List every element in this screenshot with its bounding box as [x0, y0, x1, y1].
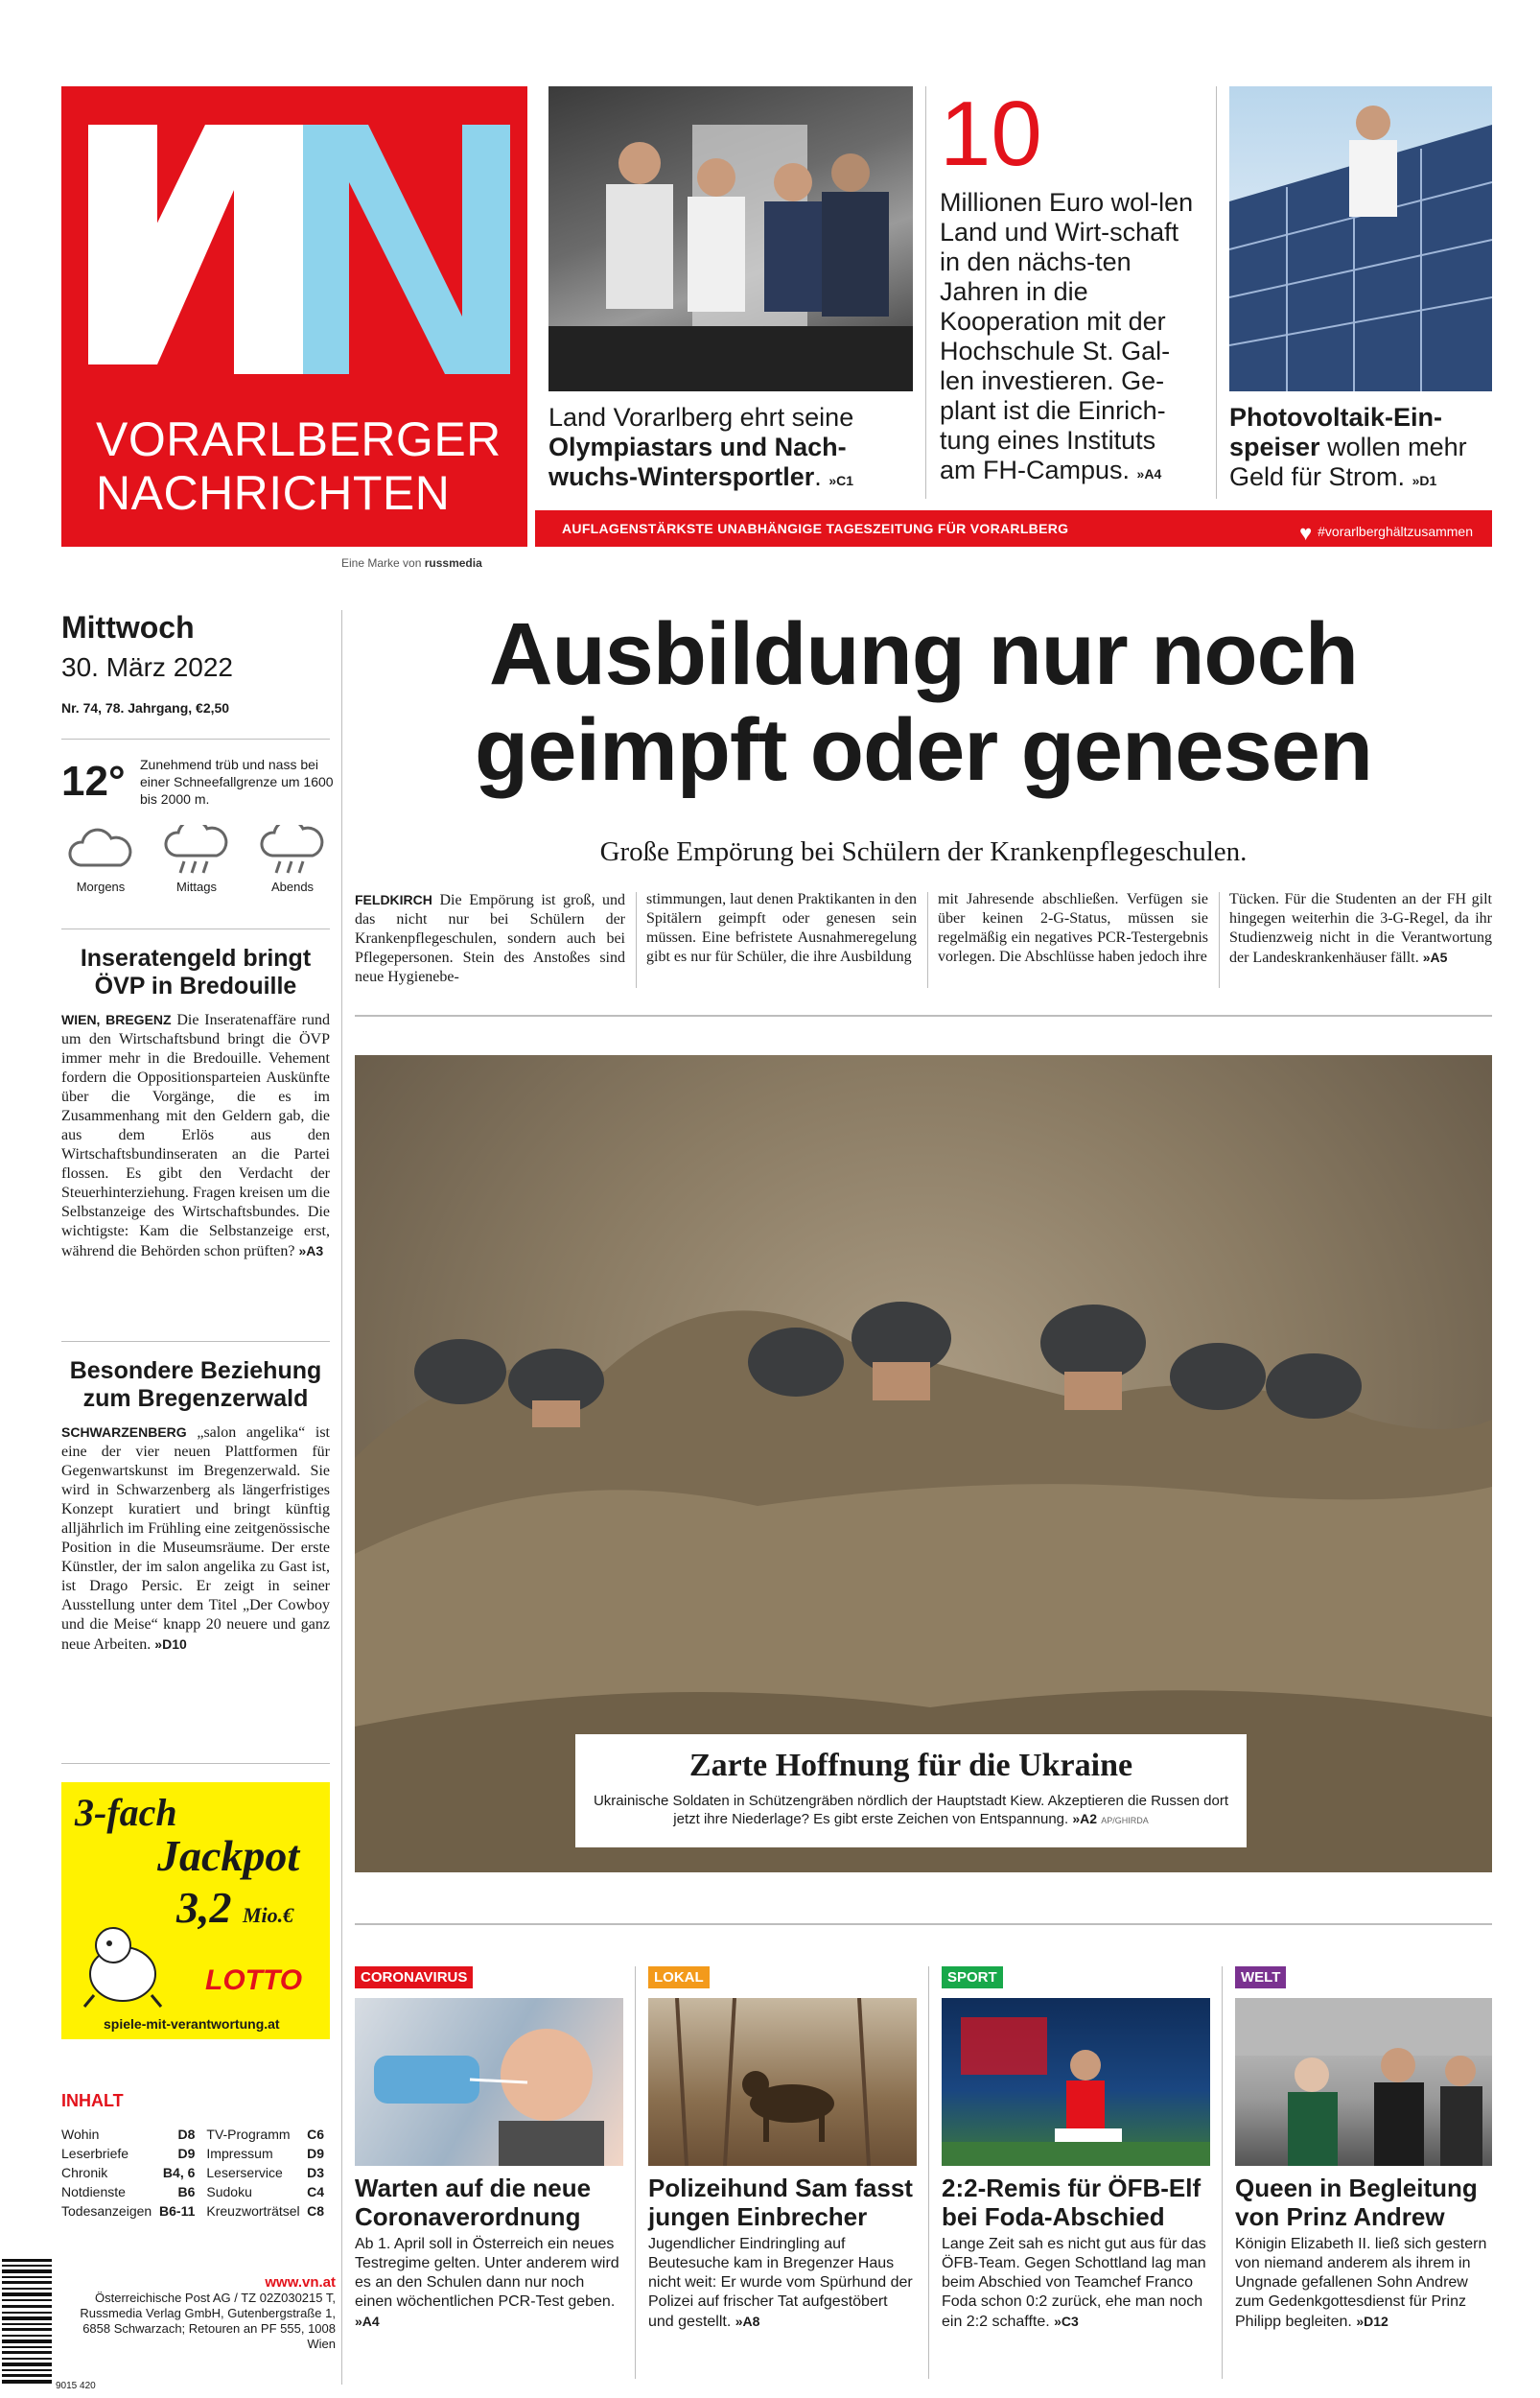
inhalt-item: Impressum — [206, 2146, 273, 2161]
main-headline[interactable] — [355, 606, 1492, 798]
inhalt-page: B4, 6 — [162, 2165, 196, 2180]
side-story-salon[interactable] — [61, 1357, 330, 1655]
main-kicker: FELDKIRCH — [355, 892, 432, 907]
bottom-body — [1235, 2235, 1492, 2332]
brand-line — [341, 556, 482, 570]
logo-line1: VORARLBERGER — [96, 412, 502, 466]
bottom-ref[interactable]: »A8 — [735, 2314, 760, 2329]
logo-line2: NACHRICHTEN — [96, 466, 451, 520]
side-story-salon-text: „salon angelika“ ist eine der vier neuen Plattformen für Gegenwartskunst im Bregenzerwald. Sie wird in Schwarzenberg als längerfristiges Konzept kuratiert und bringt künftig alljährlich im Frühling eine zeitgenössische Position in die Museumsräume. Der erste Künstler, der im salon angelika zu Gast ist, ist Drago Persic. Er zeigt in seiner Ausstellung unter dem Titel „Der Cowboy und die Meise“ knapp 20 neuere und ganz neue Arbeiten. — [61, 1424, 330, 1653]
imprint-line: 6858 Schwarzach; Retouren an PF 555, 1008 Wien — [82, 2321, 336, 2351]
weather-slot-morning — [58, 825, 144, 894]
photo-credit: AP/GHIRDA — [1101, 1816, 1149, 1825]
lotto-brand: LOTTO — [205, 1964, 303, 1996]
inhalt-page: B6 — [177, 2184, 196, 2199]
divider — [928, 1966, 929, 2379]
photo-title: Zarte Hoffnung für die Ukraine — [688, 1748, 1133, 1783]
test-swab-illustration — [355, 1998, 623, 2166]
weather-slot-evening — [249, 825, 336, 894]
main-headline-line1: Ausbildung nur noch — [489, 605, 1358, 703]
barcode-icon — [2, 2259, 52, 2384]
category-badge: CORONAVIRUS — [355, 1966, 473, 1988]
tagline-left: AUFLAGENSTÄRKSTE UNABHÄNGIGE TAGESZEITUNG FÜR VORARLBERG — [562, 521, 1069, 536]
side-story-salon-head: Besondere Beziehung zum Bregenzerwald — [69, 1357, 322, 1412]
divider — [61, 739, 330, 740]
soccer-player-illustration — [942, 1998, 1210, 2166]
inhalt-page: D9 — [177, 2146, 196, 2161]
lotto-amount: 3,2 — [176, 1883, 232, 1932]
divider — [927, 892, 928, 988]
imprint — [67, 2275, 336, 2352]
dog-illustration — [648, 1998, 917, 2166]
divider — [61, 1763, 330, 1764]
divider — [355, 1015, 1492, 1017]
vn-logo — [61, 86, 527, 547]
divider — [925, 86, 926, 499]
inhalt-item: Todesanzeigen — [61, 2203, 152, 2219]
inhalt-item: Chronik — [61, 2165, 108, 2180]
table-row — [59, 2182, 334, 2201]
divider — [355, 1923, 1492, 1925]
bottom-headline: 2:2-Remis für ÖFB-Elf bei Foda-Abschied — [942, 2174, 1202, 2231]
inhalt-item: Notdienste — [61, 2184, 126, 2199]
main-ref[interactable]: »A5 — [1422, 950, 1448, 965]
cloud-icon — [67, 825, 134, 875]
teaser-hsg-body — [940, 188, 1199, 489]
ukraine-photo[interactable] — [355, 1055, 1492, 1872]
photo-caption-text: Ukrainische Soldaten in Schützengräben nördlich der Hauptstadt Kiew. Akzeptieren die Russen dort jetzt ihre Niederlage? Es gibt erste Zeichen von Entspannung. — [593, 1793, 1229, 1827]
soccer-photo — [942, 1998, 1210, 2166]
teaser-photovoltaik-ref[interactable]: »D1 — [1412, 473, 1437, 488]
teaser-olympia-bold: Olympiastars und Nach-wuchs-Wintersportler — [548, 433, 847, 491]
corona-photo — [355, 1998, 623, 2166]
teaser-photovoltaik[interactable] — [1229, 403, 1492, 496]
divider — [636, 892, 637, 988]
photovoltaik-photo[interactable] — [1229, 86, 1492, 391]
table-row — [59, 2144, 334, 2163]
lotto-line2: Jackpot — [157, 1831, 300, 1880]
bottom-body — [942, 2235, 1210, 2332]
main-headline-line2: geimpft oder genesen — [475, 701, 1372, 799]
bottom-text: Ab 1. April soll in Österreich ein neues Testregime gelten. Unter anderem wird es an den Schulen dann nur noch einen wöchentlichen PCR-Test geben. — [355, 2236, 619, 2310]
teaser-photovoltaik-text: wollen mehr Geld für Strom. — [1229, 433, 1467, 491]
inhalt-item: Leserbriefe — [61, 2146, 129, 2161]
date: 30. März 2022 — [61, 652, 233, 682]
divider — [635, 1966, 636, 2379]
teaser-hsg-number: 10 — [940, 82, 1042, 185]
weather-text: Zunehmend trüb und nass bei einer Schneefallgrenze um 1600 bis 2000 m. — [140, 757, 334, 807]
main-subhead: Große Empörung bei Schülern der Krankenpflegeschulen. — [599, 836, 1248, 867]
bottom-teaser-welt[interactable] — [1235, 1966, 1492, 2332]
side-story-oevp-body — [61, 1010, 330, 1261]
side-story-oevp[interactable] — [61, 945, 330, 1261]
weather-slot-label: Abends — [270, 880, 315, 894]
rain-cloud-icon — [259, 825, 326, 875]
photo-ref[interactable]: »A2 — [1072, 1811, 1098, 1826]
bottom-body — [648, 2235, 917, 2332]
inhalt-page: D9 — [307, 2146, 324, 2161]
bottom-ref[interactable]: »C3 — [1054, 2314, 1079, 2329]
inhalt-item: TV-Programm — [206, 2127, 291, 2142]
side-story-oevp-head: Inseratengeld bringt ÖVP in Bredouille — [80, 945, 312, 999]
bottom-text: Jugendlicher Eindringling auf Beutesuche kam in Bregenzer Haus nicht weit: Er wurde vom Spürhund der Polizei auf frischer Tat aufgestöbert und gestellt. — [648, 2236, 913, 2330]
weather-slot-label: Mittags — [176, 880, 217, 894]
divider — [1219, 892, 1220, 988]
bottom-teaser-lokal[interactable] — [648, 1966, 917, 2332]
rain-cloud-icon — [163, 825, 230, 875]
bottom-headline: Warten auf die neue Coronaverordnung — [355, 2174, 592, 2231]
column-divider — [341, 610, 342, 2385]
teaser-olympia[interactable] — [548, 403, 913, 496]
barcode-number: 9015 420 — [56, 2381, 96, 2391]
inhalt-page: C6 — [307, 2127, 324, 2142]
side-story-oevp-kicker: WIEN, BREGENZ — [61, 1012, 172, 1027]
lotto-line1: 3-fach — [75, 1791, 177, 1834]
weather-slot-noon — [153, 825, 240, 894]
table-row — [59, 2201, 334, 2221]
weather-slot-label: Morgens — [76, 880, 126, 894]
olympia-people-illustration — [548, 86, 913, 391]
divider — [1222, 1966, 1223, 2379]
lotto-unit: Mio.€ — [243, 1903, 294, 1927]
side-story-oevp-ref[interactable]: »A3 — [298, 1243, 324, 1258]
inhalt-item: Wohin — [61, 2127, 100, 2142]
lotto-url[interactable]: spiele-mit-verantwortung.at — [104, 2016, 280, 2032]
weather-temp: 12° — [61, 758, 126, 805]
solar-panel-illustration — [1229, 86, 1492, 391]
weather-forecast — [58, 825, 336, 911]
main-col-text: Tücken. Für die Studenten an der FH gilt hingegen weiterhin die 3-G-Regel, da ihr Studienzweig nicht in die Verantwortung der Landeskrankenhäuser fällt. — [1229, 891, 1492, 966]
lotto-ad[interactable] — [61, 1782, 330, 2039]
hashtag-text: #vorarlberghältzusammen — [1318, 524, 1473, 539]
main-col-text: Die Empörung ist groß, und das nicht nur bei Schülern der Krankenpflegeschulen, sondern auch bei Pflegepersonen. Stein des Anstoßes sind neue Hygienebe- — [355, 892, 625, 985]
brand-line-text: Eine Marke von — [341, 556, 425, 570]
main-col-2: stimmungen, laut denen Praktikanten in den Spitälern geimpft oder genesen sein müssen. Eine befristete Ausnahmeregelung gibt es nur für Schüler, die ihre Ausbildung — [646, 891, 917, 965]
inhalt-item: Kreuzworträtsel — [206, 2203, 300, 2219]
inhalt-page: D3 — [307, 2165, 324, 2180]
inhalt-table — [59, 2125, 334, 2221]
inhalt-page: B6-11 — [159, 2203, 196, 2219]
category-badge: SPORT — [942, 1966, 1003, 1988]
inhalt-item: Leserservice — [206, 2165, 283, 2180]
category-badge: WELT — [1235, 1966, 1286, 1988]
issue-info: Nr. 74, 78. Jahrgang, €2,50 — [61, 700, 230, 716]
inhalt-item: Sudoku — [206, 2184, 252, 2199]
inhalt-page: C4 — [307, 2184, 324, 2199]
bottom-text: Lange Zeit sah es nicht gut aus für das ÖFB-Team. Gegen Schottland lag man beim Abschied von Teamchef Franco Foda schon 0:2 zurück, ehe man noch ein 2:2 schaffte. — [942, 2236, 1206, 2330]
bottom-text: Königin Elizabeth II. ließ sich gestern von niemand anderem als ihrem in Ungnade gefallenen Sohn Andrew zum Gedenkgottesdienst für Prinz Philipp begleiten. — [1235, 2236, 1487, 2330]
bottom-teaser-sport[interactable] — [942, 1966, 1210, 2332]
bottom-headline: Polizeihund Sam fasst jungen Einbrecher — [648, 2174, 913, 2231]
weekday: Mittwoch — [61, 610, 195, 645]
bottom-ref[interactable]: »D12 — [1356, 2314, 1388, 2329]
brand-name: russmedia — [424, 556, 482, 570]
main-col-1 — [355, 890, 625, 987]
teaser-olympia-ref[interactable]: »C1 — [828, 473, 854, 488]
bottom-body — [355, 2235, 623, 2332]
tagline-right[interactable] — [1299, 521, 1473, 546]
logo-wordmark — [96, 412, 502, 520]
bottom-teaser-corona[interactable] — [355, 1966, 623, 2332]
side-story-salon-kicker: SCHWARZENBERG — [61, 1424, 187, 1440]
divider — [1216, 86, 1217, 499]
category-badge: LOKAL — [648, 1966, 710, 1988]
table-row — [59, 2125, 334, 2144]
main-col-4 — [1229, 890, 1492, 968]
heart-icon: ♥ — [1299, 521, 1313, 545]
teaser-olympia-suffix: . — [814, 462, 822, 491]
teaser-hsg[interactable] — [940, 82, 1199, 489]
side-story-oevp-text: Die Inseratenaffäre rund um den Wirtschaftsbund bringt die ÖVP immer mehr in die Bredouille. Vehement fordern die Oppositionsparteien Auskünfte über die Vorgänge, die es im Zusammenhang mit den Geldern gab, die aus dem Erlös aus den Wirtschaftsbundinseraten an die Partei flossen. Es gibt den Verdacht der Steuerhinterziehung. Fragen kreisen um die Selbstanzeige des Wirtschaftsbundes. Die wichtigste: Kam die Selbstanzeige erst, während die Behörden schon prüften? — [61, 1012, 331, 1259]
teaser-olympia-text: Land Vorarlberg ehrt seine — [548, 403, 854, 432]
lotto-mascot-icon — [75, 1916, 171, 2012]
divider — [61, 1341, 330, 1342]
queen-photo — [1235, 1998, 1492, 2166]
police-dog-photo — [648, 1998, 917, 2166]
tagline-bar — [535, 510, 1492, 547]
side-story-salon-ref[interactable]: »D10 — [154, 1636, 187, 1652]
inhalt-title: INHALT — [61, 2091, 124, 2110]
olympia-photo[interactable] — [548, 86, 913, 391]
inhalt-page: C8 — [307, 2203, 324, 2219]
barcode — [2, 2259, 52, 2384]
table-row — [59, 2163, 334, 2182]
teaser-hsg-ref[interactable]: »A4 — [1136, 466, 1162, 482]
bottom-headline: Queen in Begleitung von Prinz Andrew — [1235, 2174, 1478, 2231]
teaser-hsg-text: Millionen Euro wol-len Land und Wirt-schaft in den nächs-ten Jahren in die Kooperation mit der Hochschule St. Gal-len investieren. Ge-plant ist die Einrich-tung eines Instituts am FH-Campus. — [940, 188, 1194, 484]
bottom-ref[interactable]: »A4 — [355, 2314, 380, 2329]
inhalt-page: D8 — [177, 2127, 196, 2142]
lotto-amount-row — [176, 1882, 293, 1933]
imprint-line: Russmedia Verlag GmbH, Gutenbergstraße 1, — [80, 2306, 336, 2320]
queen-illustration — [1235, 1998, 1492, 2166]
imprint-line: Österreichische Post AG / TZ 02Z030215 T, — [95, 2291, 336, 2305]
photo-caption — [575, 1784, 1247, 1830]
site-url[interactable]: www.vn.at — [265, 2274, 336, 2291]
teaser-photovoltaik-bold: Photovoltaik-Ein-speiser — [1229, 403, 1442, 461]
photo-caption-box — [575, 1734, 1247, 1847]
side-story-salon-body — [61, 1422, 330, 1655]
main-col-3: mit Jahresende abschließen. Verfügen sie über keinen 2-G-Status, müssen sie regelmäßig ein negatives PCR-Testergebnis vorlegen. Die Abschlüsse haben jedoch ihre — [938, 891, 1208, 965]
